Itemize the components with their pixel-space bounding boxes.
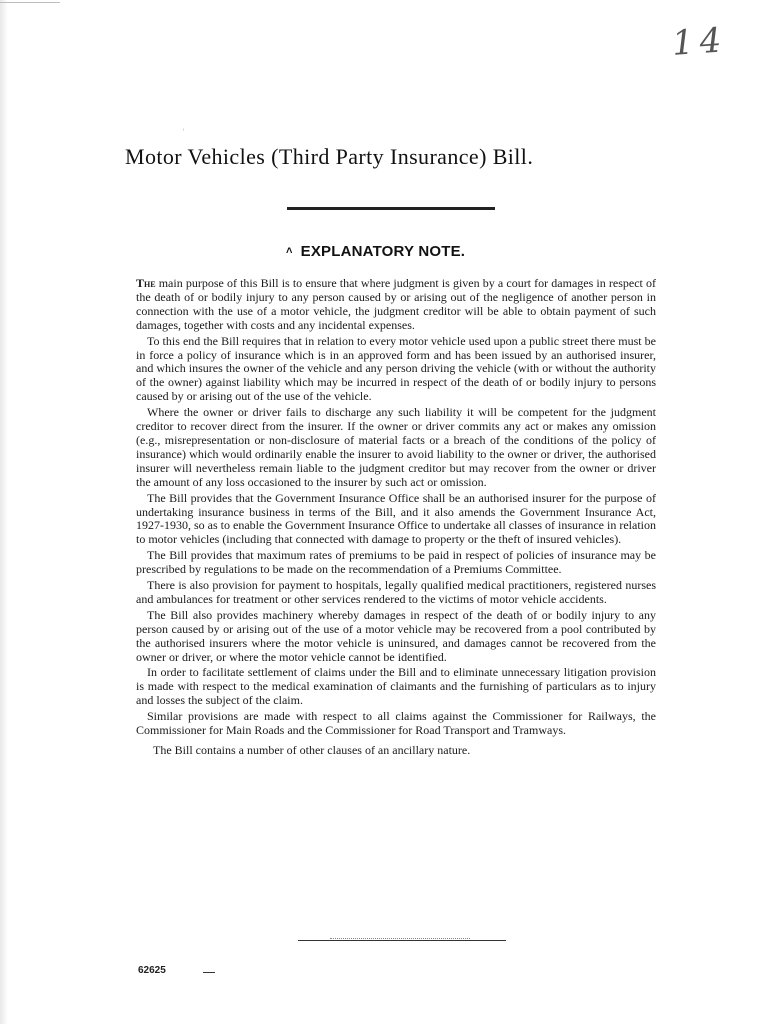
bottom-divider-dots <box>330 934 470 939</box>
paragraph-ancillary-clauses: The Bill contains a number of other clauses of an ancillary nature. <box>153 743 471 757</box>
paragraph-claim-settlement: In order to facilitate settlement of claims under the Bill and to eliminate unnecessary litigation provision is made with respect to the medical examination of claimants and the furnishing of particulars as to injury and losses the subject of the claim. <box>136 665 656 708</box>
explanatory-note-heading <box>286 243 486 260</box>
handwritten-page-number: 14 <box>670 20 729 64</box>
bill-title: Motor Vehicles (Third Party Insurance) Bill. <box>125 144 534 169</box>
paragraph-lead-word: The <box>136 276 156 290</box>
title-divider <box>287 207 495 210</box>
footer-dash <box>203 972 215 973</box>
page-left-edge-shadow <box>0 0 8 1024</box>
top-edge-rule <box>0 2 60 3</box>
bottom-divider <box>298 940 506 941</box>
paragraph-policy-requirement: To this end the Bill requires that in relation to every motor vehicle used upon a public street there must be in force a policy of insurance which is in an approved form and has been issued by an authorised insurer, and which insures the owner of the vehicle and any person driving the vehicle (with or without the authority of the owner) against liability which may be incurred in respect of the death of or bodily injury to persons caused by or arising out of the use of the vehicle. <box>136 333 656 404</box>
paragraph-text: main purpose of this Bill is to ensure that where judgment is given by a court for damages in respect of the death of or bodily injury to any person caused by or arising out of the negligence of another person in connection with the use of a motor vehicle, the judgment creditor will be able to obtain payment of such damages, together with costs and any incidental expenses. <box>136 276 656 332</box>
heading-text: EXPLANATORY NOTE. <box>300 243 466 260</box>
paragraph-purpose <box>136 277 656 333</box>
paragraph-hospital-payments: There is also provision for payment to hospitals, legally qualified medical practitioners, registered nurses and ambulances for treatment or other services rendered to the victims of motor vehicle accidents. <box>136 578 656 606</box>
print-reference-code: 62625 <box>138 965 166 976</box>
paragraph-uninsured-pool: The Bill also provides machinery whereby damages in respect of the death of or bodily injury to any person caused by or arising out of the use of a motor vehicle may be recovered from a pool contributed by the authorised insurers where the motor vehicle is uninsured, and damages cannot be recovered from the owner or driver, or where the motor vehicle cannot be identified. <box>136 607 656 664</box>
explanatory-note-body <box>136 277 656 758</box>
caret-mark-icon: ˄ <box>286 245 293 257</box>
paragraph-premium-rates: The Bill provides that maximum rates of premiums to be paid in respect of policies of insurance may be prescribed by regulations to be made on the recommendation of a Premiums Committee. <box>136 548 656 577</box>
paragraph-commissioner-claims: Similar provisions are made with respect to all claims against the Commissioner for Railways, the Commissioner for Main Roads and the Commissioner for Road Transport and Tramways. <box>136 709 656 738</box>
paragraph-recovery-from-insurer: Where the owner or driver fails to discharge any such liability it will be competent for the judgment creditor to recover direct from the insurer. If the owner or driver commits any act or makes any omission (e.g., misrepresentation or non-disclosure of material facts or a breach of the conditions of the policy of insurance) which would ordinarily enable the insurer to avoid liability to the owner or driver, the authorised insurer will nevertheless remain liable to the judgment creditor but may recover from the owner or driver the amount of any loss occasioned to the insurer by such act or omission. <box>136 405 656 489</box>
scan-speck: ˒ <box>182 124 185 133</box>
paragraph-government-insurance-office: The Bill provides that the Government Insurance Office shall be an authorised insurer for the purpose of undertaking insurance business in terms of the Bill, and it also amends the Government Insurance Act, 1927-1930, so as to enable the Government Insurance Office to undertake all classes of insurance in relation to motor vehicles (including that connected with damage to property or the theft of insured vehicles). <box>136 490 656 547</box>
